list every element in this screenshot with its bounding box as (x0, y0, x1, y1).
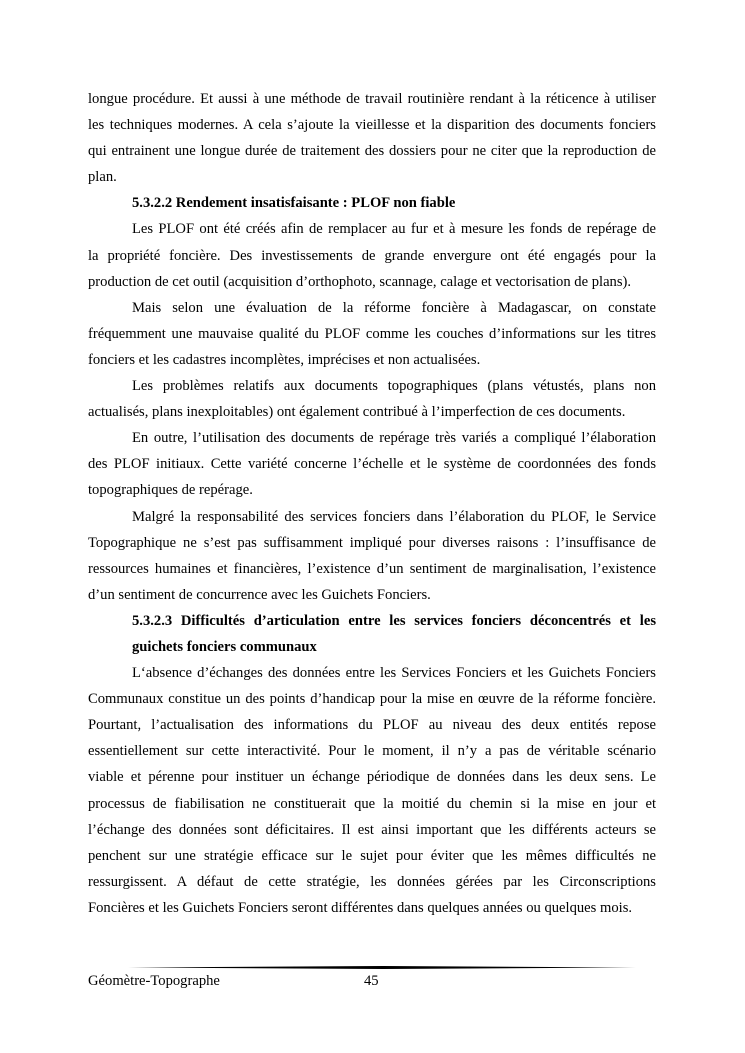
text-line: Pourtant, l’actualisation des informations du PLOF au niveau des deux entités repose (88, 717, 656, 734)
text-line: des PLOF initiaux. Cette variété concerne l’échelle et le système de coordonnées des fonds (88, 456, 656, 473)
text-line: l’échange des données sont déficitaires. Il est ainsi important que les différents acteurs se (88, 821, 656, 838)
text-line: d’un sentiment de concurrence avec les Guichets Fonciers. (88, 586, 431, 603)
section-heading-line: 5.3.2.3 Difficultés d’articulation entre les services fonciers déconcentrés et les (132, 612, 656, 629)
text-line: L‘absence d’échanges des données entre les Services Fonciers et les Guichets Fonciers (132, 665, 656, 682)
text-line: fonciers et les cadastres incomplètes, imprécises et non actualisées. (88, 351, 481, 368)
page-number: 45 (364, 973, 379, 989)
text-line: viable et pérenne pour instituer un échange périodique de données dans les deux sens. Le (88, 769, 656, 786)
text-line: Mais selon une évaluation de la réforme foncière à Madagascar, on constate (132, 299, 656, 316)
text-line: Les PLOF ont été créés afin de remplacer au fur et à mesure les fonds de repérage de (132, 221, 656, 238)
section-heading-line: guichets fonciers communaux (132, 638, 317, 655)
footer-divider (128, 966, 640, 969)
text-line: Topographique ne s’est pas suffisamment impliqué pour diverses raisons : l’insuffisance de (88, 534, 656, 551)
text-line: la propriété foncière. Des investissements de grande envergure ont été engagés pour la (88, 247, 656, 264)
text-line: les techniques modernes. A cela s’ajoute la vieillesse et la disparition des documents fonciers (88, 117, 656, 134)
text-line: plan. (88, 169, 117, 186)
text-line: Communaux constitue un des points d’handicap pour la mise en œuvre de la réforme foncière. (88, 691, 656, 708)
text-line: penchent sur une stratégie efficace sur le sujet pour éviter que les mêmes difficultés ne (88, 847, 656, 864)
text-line: production de cet outil (acquisition d’orthophoto, scannage, calage et vectorisation de plans). (88, 273, 632, 290)
text-line: actualisés, plans inexploitables) ont également contribué à l’imperfection de ces documents. (88, 404, 626, 421)
footer-author-title: Géomètre-Topographe (88, 973, 220, 989)
section-heading-line: 5.3.2.2 Rendement insatisfaisante : PLOF non fiable (132, 195, 456, 212)
text-line: processus de fiabilisation ne constituerait que la moitié du chemin si la mise en jour et (88, 795, 656, 812)
text-line: topographiques de repérage. (88, 482, 253, 499)
text-line: Les problèmes relatifs aux documents topographiques (plans vétustés, plans non (132, 378, 656, 395)
text-line: essentiellement sur cette interactivité. Pour le moment, il n’y a pas de véritable scénario (88, 743, 656, 760)
document-body (88, 86, 656, 921)
text-line: En outre, l’utilisation des documents de repérage très variés a compliqué l’élaboration (132, 430, 656, 447)
text-line: longue procédure. Et aussi à une méthode de travail routinière rendant à la réticence à utiliser (88, 91, 656, 107)
text-line: qui entrainent une longue durée de traitement des dossiers pour ne citer que la reproduction de (88, 143, 656, 160)
text-line: Foncières et les Guichets Fonciers seront différentes dans quelques années ou quelques mois. (88, 899, 633, 916)
text-line: Malgré la responsabilité des services fonciers dans l’élaboration du PLOF, le Service (132, 508, 656, 525)
text-line: ressurgissent. A défaut de cette stratégie, les données gérées par les Circonscriptions (88, 873, 656, 890)
text-line: fréquemment une mauvaise qualité du PLOF comme les couches d’informations sur les titres (88, 325, 656, 342)
text-line: ressources humaines et financières, l’existence d’un sentiment de marginalisation, l’existence (88, 560, 656, 577)
